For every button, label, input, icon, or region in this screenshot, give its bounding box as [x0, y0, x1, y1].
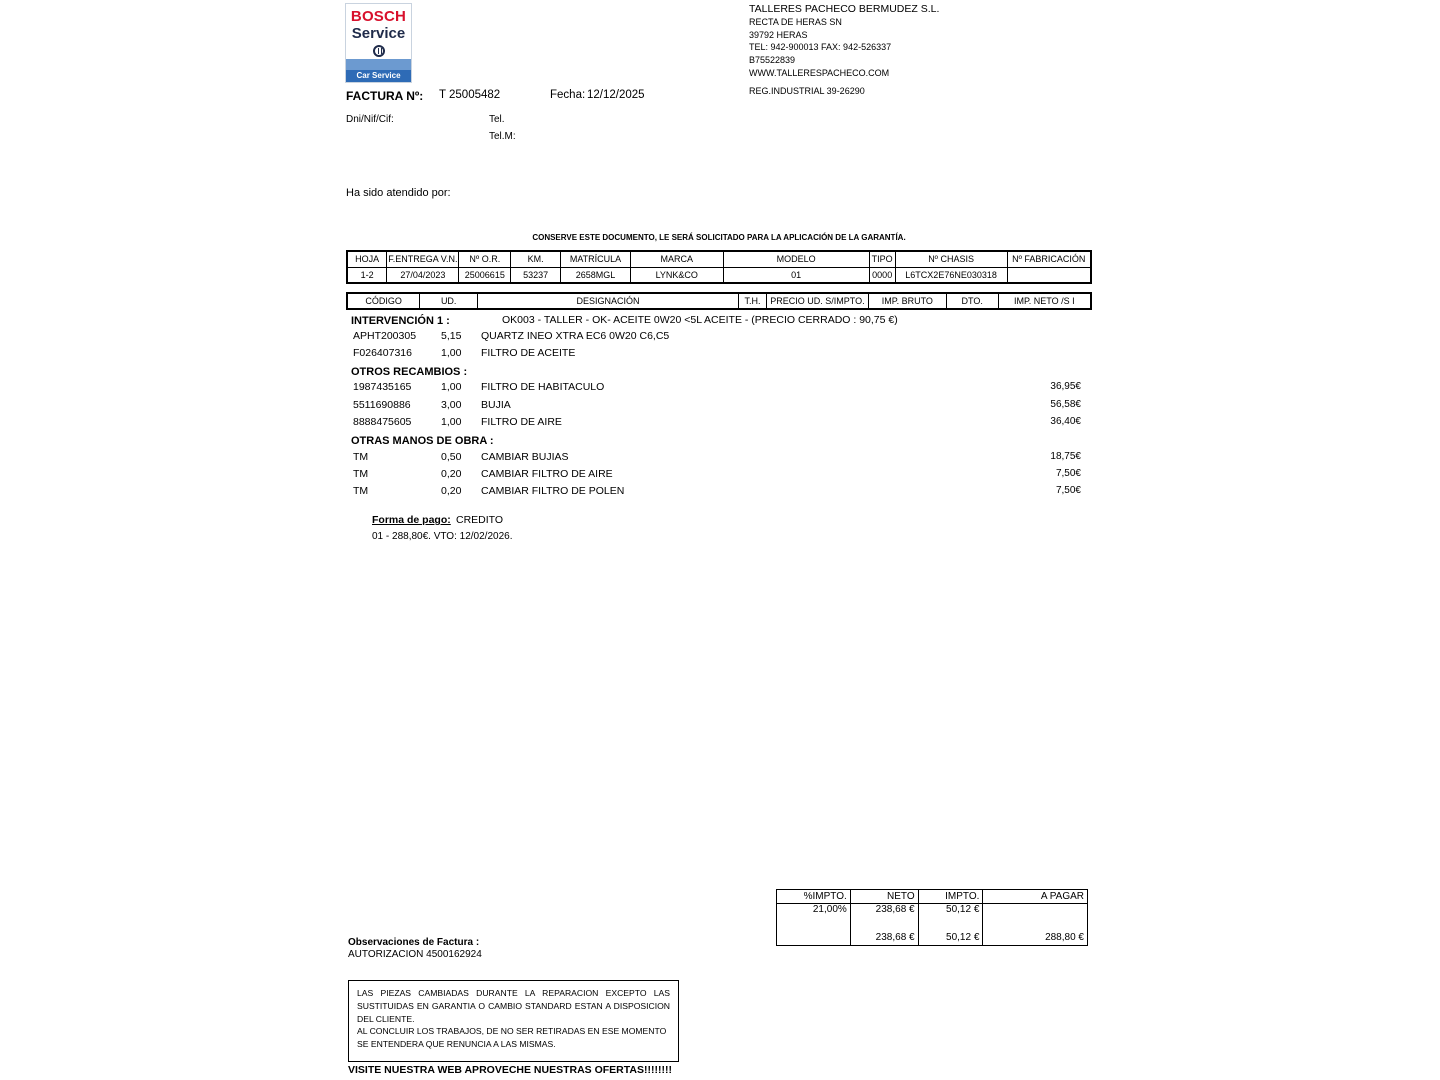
company-reg: REG.INDUSTRIAL 39-26290 — [749, 86, 865, 96]
vv-or: 25006615 — [459, 267, 511, 283]
intervention-description: OK003 - TALLER - OK- ACEITE 0W20 <5L ACEITE - (PRECIO CERRADO : 90,75 €) — [502, 314, 898, 326]
invoice-date: 12/12/2025 — [587, 89, 645, 101]
vh-hoja: HOJA — [347, 251, 387, 267]
item-code: 5511690886 — [353, 399, 411, 411]
observations-label: Observaciones de Factura : — [348, 937, 480, 948]
item-qty: 1,00 — [441, 347, 462, 359]
item-desc: FILTRO DE HABITACULO — [481, 381, 605, 393]
item-desc: QUARTZ INEO XTRA EC6 0W20 C6,C5 — [481, 330, 670, 342]
parts-notice-p2: AL CONCLUIR LOS TRABAJOS, DE NO SER RETIRADAS EN ESE MOMENTO SE ENTENDERA QUE RENUNCIA A LAS MISMAS. — [357, 1026, 667, 1050]
vh-fabricacion: Nº FABRICACIÓN — [1007, 251, 1091, 267]
payment-detail: 01 - 288,80€. VTO: 12/02/2026. — [372, 531, 513, 542]
item-amount: 7,50€ — [1055, 485, 1081, 496]
invoice-number-label: FACTURA Nº: — [346, 89, 424, 103]
parts-notice-p1: LAS PIEZAS CAMBIADAS DURANTE LA REPARACION EXCEPTO LAS SUSTITUIDAS EN GARANTIA O CAMBIO STANDARD ESTAN A DISPOSICION DEL CLIENTE. — [357, 988, 670, 1024]
line-item — [350, 451, 1085, 467]
tr-neto: 238,68 € — [850, 904, 918, 930]
item-code: TM — [353, 485, 369, 497]
tr-impto: 50,12 € — [918, 904, 983, 930]
item-qty: 5,15 — [441, 330, 462, 342]
labor-label: OTRAS MANOS DE OBRA : — [351, 435, 494, 447]
vh-modelo: MODELO — [723, 251, 869, 267]
vehicle-header-row — [347, 251, 1091, 267]
item-desc: FILTRO DE AIRE — [481, 416, 562, 428]
company-name: TALLERES PACHECO BERMUDEZ S.L. — [749, 3, 940, 15]
vh-marca: MARCA — [630, 251, 723, 267]
item-code: TM — [353, 468, 369, 480]
item-amount: 18,75€ — [1050, 451, 1081, 462]
vv-hoja: 1-2 — [347, 267, 387, 283]
vh-or: Nº O.R. — [459, 251, 511, 267]
lines-header-table — [346, 292, 1092, 310]
item-amount: 36,40€ — [1050, 416, 1081, 427]
invoice-number: T 25005482 — [439, 89, 501, 101]
item-code: APHT200305 — [353, 330, 417, 342]
vh-km: KM. — [511, 251, 561, 267]
lh-dto: DTO. — [946, 293, 998, 309]
lines-header-row — [347, 293, 1091, 309]
totals-header-row — [777, 890, 1088, 904]
ts-impto: 50,12 € — [918, 930, 983, 946]
item-qty: 3,00 — [441, 399, 462, 411]
vh-tipo: TIPO — [869, 251, 895, 267]
totals-sum-row — [777, 930, 1088, 946]
vv-matricula: 2658MGL — [561, 267, 631, 283]
item-desc: CAMBIAR FILTRO DE POLEN — [481, 485, 625, 497]
vv-modelo: 01 — [723, 267, 869, 283]
vh-chasis: Nº CHASIS — [895, 251, 1007, 267]
th-neto: NETO — [850, 890, 918, 904]
vv-fentrega: 27/04/2023 — [387, 267, 459, 283]
bosch-emblem-icon — [373, 45, 385, 57]
vv-chasis: L6TCX2E76NE030318 — [895, 267, 1007, 283]
item-code: F026407316 — [353, 347, 412, 359]
lh-neto: IMP. NETO /S I — [998, 293, 1091, 309]
item-qty: 1,00 — [441, 381, 462, 393]
item-desc: FILTRO DE ACEITE — [481, 347, 576, 359]
ts-impto-pct — [777, 930, 851, 946]
item-code: TM — [353, 451, 369, 463]
footer-web-offers: VISITE NUESTRA WEB APROVECHE NUESTRAS OFERTAS!!!!!!!! — [348, 1064, 672, 1076]
item-desc: BUJIA — [481, 399, 511, 411]
th-a-pagar: A PAGAR — [983, 890, 1088, 904]
logo-bosch-text: BOSCH — [350, 8, 407, 25]
parts-notice-box — [348, 980, 679, 1062]
item-desc: CAMBIAR BUJIAS — [481, 451, 569, 463]
ts-neto: 238,68 € — [850, 930, 918, 946]
logo-car-service-text: Car Service — [346, 70, 411, 82]
tel-label: Tel. — [489, 114, 505, 125]
attended-by-label: Ha sido atendido por: — [346, 187, 451, 199]
telm-label: Tel.M: — [489, 131, 516, 142]
vehicle-table — [346, 250, 1092, 284]
vv-km: 53237 — [511, 267, 561, 283]
lh-th: T.H. — [739, 293, 767, 309]
item-amount: 56,58€ — [1050, 399, 1081, 410]
logo-stripe — [346, 59, 411, 70]
warranty-notice: CONSERVE ESTE DOCUMENTO, LE SERÁ SOLICITADO PARA LA APLICACIÓN DE LA GARANTÍA. — [532, 233, 906, 242]
th-impto: IMPTO. — [918, 890, 983, 904]
line-item — [350, 399, 1085, 415]
lh-designacion: DESIGNACIÓN — [478, 293, 739, 309]
lh-codigo: CÓDIGO — [347, 293, 420, 309]
invoice-date-label: Fecha: — [550, 89, 586, 101]
company-web: WWW.TALLERESPACHECO.COM — [749, 67, 890, 78]
tr-impto-pct: 21,00% — [777, 904, 851, 930]
dni-label: Dni/Nif/Cif: — [346, 114, 394, 125]
item-code: 8888475605 — [353, 416, 412, 428]
company-info — [749, 3, 939, 80]
item-amount: 36,95€ — [1050, 381, 1081, 392]
item-qty: 0,20 — [441, 485, 462, 497]
bosch-service-logo — [345, 3, 412, 83]
tr-a-pagar — [983, 904, 1088, 930]
lh-precio: PRECIO UD. S/IMPTO. — [766, 293, 868, 309]
intervention-label: INTERVENCIÓN 1 : — [351, 315, 450, 327]
lh-ud: UD. — [420, 293, 478, 309]
company-nif: B75522839 — [749, 55, 796, 66]
vv-fabricacion — [1007, 267, 1091, 283]
line-item — [350, 485, 1085, 501]
line-item — [350, 416, 1085, 432]
item-qty: 1,00 — [441, 416, 462, 428]
vv-tipo: 0000 — [869, 267, 895, 283]
item-desc: CAMBIAR FILTRO DE AIRE — [481, 468, 613, 480]
vv-marca: LYNK&CO — [630, 267, 723, 283]
payment-method: CREDITO — [456, 514, 504, 526]
observations-text: AUTORIZACION 4500162924 — [348, 949, 482, 960]
totals-row — [777, 904, 1088, 930]
parts-label: OTROS RECAMBIOS : — [351, 366, 468, 378]
item-qty: 0,20 — [441, 468, 462, 480]
ts-a-pagar: 288,80 € — [983, 930, 1088, 946]
vehicle-value-row — [347, 267, 1091, 283]
vh-fentrega: F.ENTREGA V.N. — [387, 251, 459, 267]
item-code: 1987435165 — [353, 381, 412, 393]
lh-bruto: IMP. BRUTO — [868, 293, 946, 309]
item-amount: 7,50€ — [1055, 468, 1081, 479]
logo-service-text: Service — [351, 25, 406, 42]
line-item — [350, 347, 1085, 363]
company-address: RECTA DE HERAS SN — [749, 16, 842, 27]
vh-matricula: MATRÍCULA — [561, 251, 631, 267]
th-impto-pct: %IMPTO. — [777, 890, 851, 904]
line-item — [350, 381, 1085, 397]
line-item — [350, 468, 1085, 484]
line-item — [350, 330, 1085, 346]
company-phone: TEL: 942-900013 FAX: 942-526337 — [749, 42, 892, 53]
totals-table — [776, 889, 1088, 946]
company-city: 39792 HERAS — [749, 29, 808, 40]
item-qty: 0,50 — [441, 451, 462, 463]
payment-label: Forma de pago: — [372, 514, 451, 526]
